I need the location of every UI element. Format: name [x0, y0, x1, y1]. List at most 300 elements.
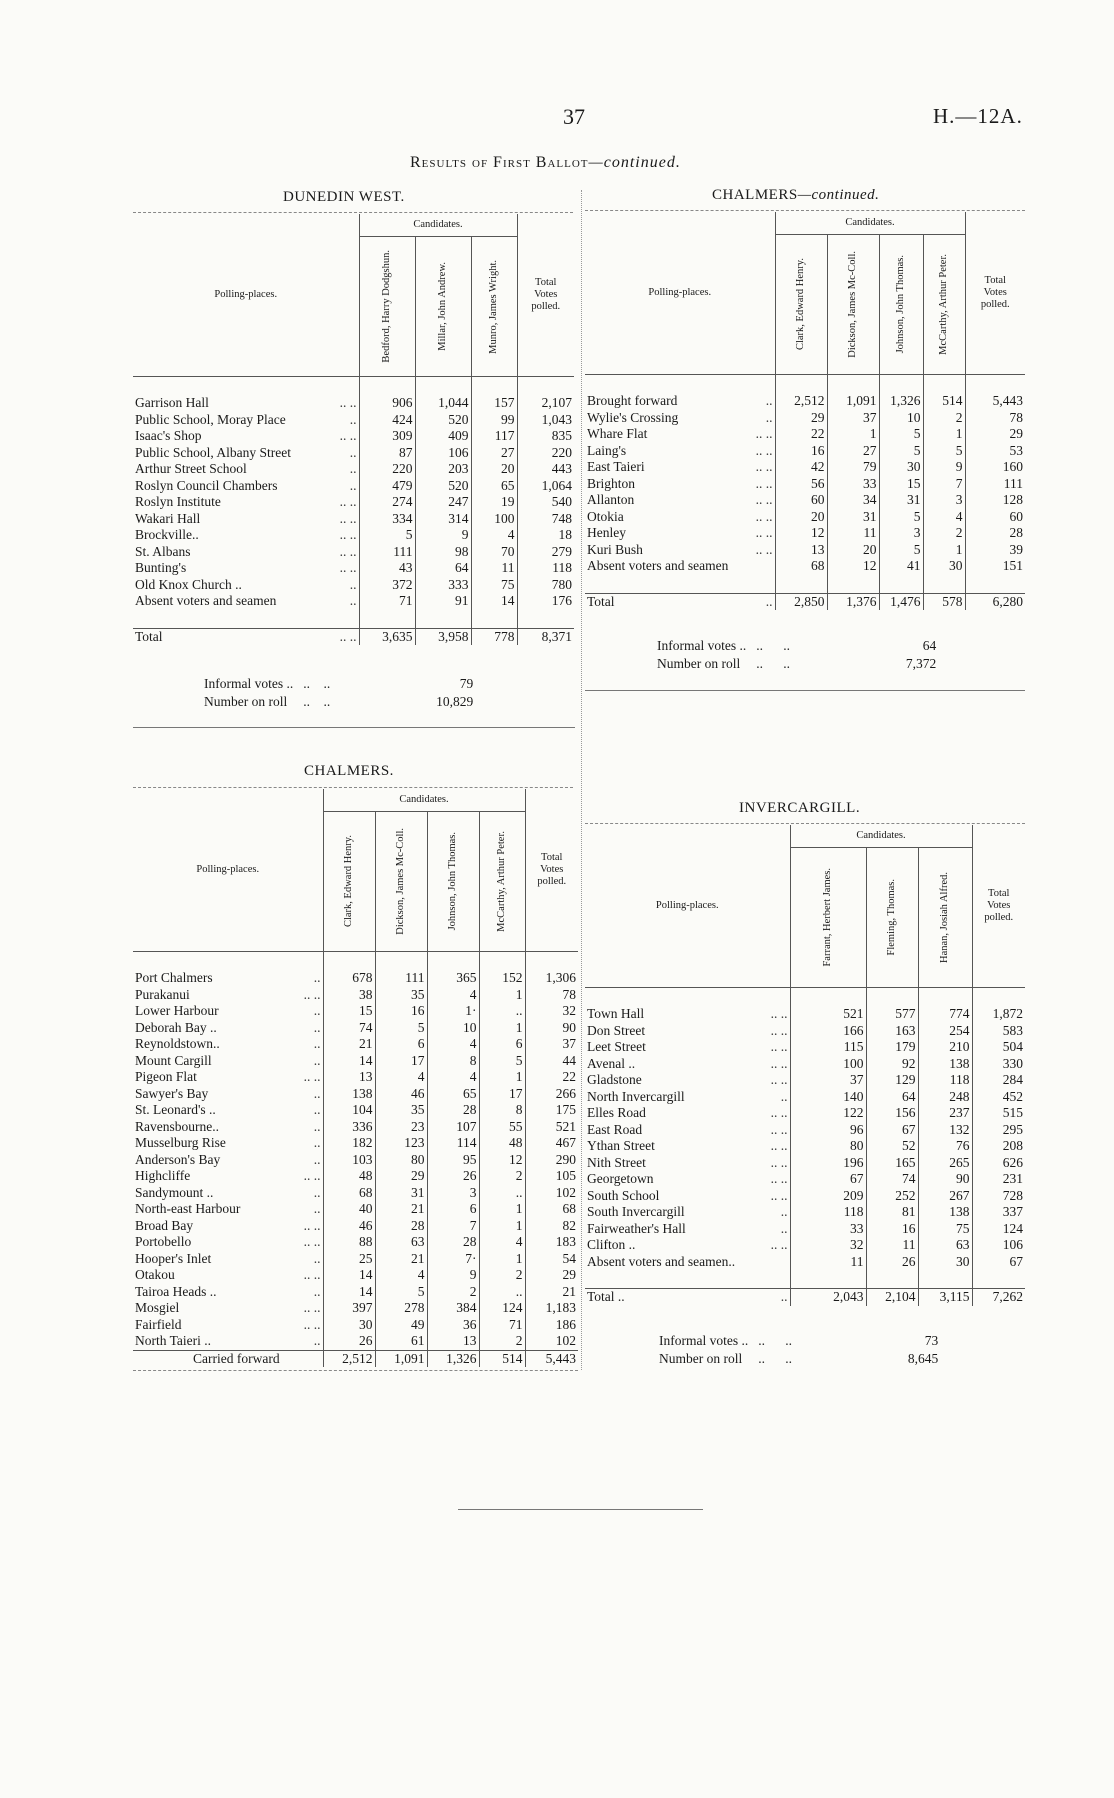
vote-count: 15: [323, 1003, 375, 1020]
total-votes: 6,280: [965, 593, 1025, 610]
spacer-cell: [471, 610, 517, 629]
candidate-header: Fleming, Thomas.: [886, 879, 897, 956]
polling-place-name: Nith Street: [587, 1154, 646, 1170]
vote-count: 31: [879, 492, 923, 509]
number-on-roll-value: 8,645: [907, 1351, 939, 1366]
polling-place: [585, 1221, 790, 1238]
vote-count: 252: [866, 1188, 918, 1205]
vote-count: 91: [415, 593, 471, 610]
table-row: [585, 1171, 1025, 1188]
vote-count: 123: [375, 1135, 427, 1152]
total-votes: 290: [525, 1152, 578, 1169]
vote-count: 274: [359, 494, 415, 511]
total-votes: 780: [517, 577, 574, 594]
carried-forward-row: [133, 1350, 578, 1367]
table-row: [133, 1218, 578, 1235]
vote-count: 778: [471, 628, 517, 645]
candidate-header: McCarthy, Arthur Peter.: [496, 831, 507, 932]
vote-count: 29: [775, 410, 827, 427]
table-row: [133, 1317, 578, 1334]
vote-count: 5: [375, 1284, 427, 1301]
polling-place-name: Sandymount ..: [135, 1184, 214, 1200]
vote-count: 115: [790, 1039, 866, 1056]
total-votes: 5,443: [525, 1350, 578, 1367]
polling-place: [133, 1300, 323, 1317]
polling-place-name: Total: [587, 593, 615, 609]
spacer-cell: [972, 1270, 1025, 1289]
polling-place-name: Town Hall: [587, 1006, 645, 1021]
polling-place: [133, 1333, 323, 1350]
table-row: [585, 525, 1025, 542]
polling-place: [133, 461, 359, 478]
total-votes-header: [517, 214, 574, 377]
candidate-header: Clark, Edward Henry.: [795, 258, 806, 351]
vote-count: 2,512: [323, 1350, 375, 1367]
vote-count: 124: [479, 1300, 525, 1317]
leader-dots: ..: [313, 1036, 321, 1051]
polling-place-name: Pigeon Flat: [135, 1069, 197, 1084]
vote-count: 1,326: [427, 1350, 479, 1367]
vote-count: 2,850: [775, 593, 827, 610]
total-votes-header-line: Total: [541, 852, 563, 863]
vote-count: 254: [918, 1023, 972, 1040]
spacer-cell: [775, 575, 827, 594]
total-votes: 90: [525, 1020, 578, 1037]
total-votes: 118: [517, 560, 574, 577]
table-row: [585, 1072, 1025, 1089]
vote-count: 80: [375, 1152, 427, 1169]
polling-place-name: Georgetown: [587, 1171, 654, 1186]
leader-dots: .. ..: [755, 442, 773, 458]
table-row: [133, 1119, 578, 1136]
leader-dots: ..: [780, 1289, 788, 1304]
vote-count: 8: [479, 1102, 525, 1119]
vote-count: 20: [471, 461, 517, 478]
total-votes-header: [525, 789, 578, 952]
vote-count: 521: [790, 1006, 866, 1023]
vote-count: 100: [790, 1056, 866, 1073]
vote-count: 138: [918, 1056, 972, 1073]
vote-count: 140: [790, 1089, 866, 1106]
leader-dots: ..: [780, 1220, 788, 1236]
vote-count: 774: [918, 1006, 972, 1023]
table-row: [133, 1152, 578, 1169]
total-votes: 8,371: [517, 628, 574, 645]
polling-place: [133, 1135, 323, 1152]
total-votes: 521: [525, 1119, 578, 1136]
polling-place: [133, 1003, 323, 1020]
vote-count: 2: [923, 525, 965, 542]
vote-count: 1,091: [827, 393, 879, 410]
vote-count: 70: [471, 544, 517, 561]
polling-place-name: South Invercargill: [587, 1204, 685, 1219]
vote-count: 33: [827, 476, 879, 493]
vote-count: 88: [323, 1234, 375, 1251]
vote-count: 98: [415, 544, 471, 561]
vote-count: 14: [471, 593, 517, 610]
polling-place: [133, 593, 359, 610]
table-row: [133, 577, 574, 594]
total-votes: 5,443: [965, 393, 1025, 410]
polling-place-name: Elles Road: [587, 1105, 646, 1120]
vote-count: 2: [479, 1267, 525, 1284]
vote-count: 8: [427, 1053, 479, 1070]
polling-place-name: Port Chalmers: [135, 970, 213, 985]
vote-count: 1·: [427, 1003, 479, 1020]
informal-votes-value: 79: [459, 676, 474, 691]
vote-count: 5: [479, 1053, 525, 1070]
total-votes-header: [965, 212, 1025, 375]
table-row: [585, 1105, 1025, 1122]
total-row-label: [585, 593, 775, 610]
total-votes: 266: [525, 1086, 578, 1103]
polling-place-name: North Taieri ..: [135, 1333, 212, 1348]
vote-count: 107: [427, 1119, 479, 1136]
vote-count: 35: [375, 1102, 427, 1119]
document-reference: H.—12A.: [933, 104, 1023, 128]
leader-dots: .. ..: [339, 560, 357, 575]
total-votes: 78: [525, 987, 578, 1004]
vote-count: 247: [415, 494, 471, 511]
spacer-cell: [879, 575, 923, 594]
vote-count: 1,476: [879, 593, 923, 610]
vote-count: 520: [415, 478, 471, 495]
chalmers-title: CHALMERS.: [304, 763, 394, 779]
total-votes: 53: [965, 443, 1025, 460]
polling-place-name: Clifton ..: [587, 1237, 636, 1252]
vote-count: 7: [923, 476, 965, 493]
total-votes: 29: [965, 426, 1025, 443]
dunedin-west-title: DUNEDIN WEST.: [283, 189, 405, 205]
vote-count: 1,091: [375, 1350, 427, 1367]
vote-count: 61: [375, 1333, 427, 1350]
vote-count: 90: [918, 1171, 972, 1188]
polling-place: [585, 1122, 790, 1139]
vote-count: 11: [471, 560, 517, 577]
table-row: [585, 426, 1025, 443]
polling-place-name: Sawyer's Bay: [135, 1085, 209, 1101]
vote-count: 6: [375, 1036, 427, 1053]
vote-count: 111: [375, 970, 427, 987]
vote-count: 267: [918, 1188, 972, 1205]
spacer-cell: [359, 610, 415, 629]
vote-count: 14: [323, 1284, 375, 1301]
table-row: [133, 412, 574, 429]
vote-count: 1: [479, 1218, 525, 1235]
polling-place-name: Whare Flat: [587, 426, 648, 441]
total-votes: 1,872: [972, 1006, 1025, 1023]
total-votes: 68: [525, 1201, 578, 1218]
total-votes-header-line: Votes: [540, 864, 564, 875]
polling-place: [585, 1237, 790, 1254]
spacer-cell: [133, 610, 359, 629]
vote-count: 196: [790, 1155, 866, 1172]
vote-count: 7: [427, 1218, 479, 1235]
vote-count: 100: [471, 511, 517, 528]
leader-dots: ..: [349, 411, 357, 427]
table-row: [133, 1201, 578, 1218]
polling-place-name: Portobello: [135, 1234, 192, 1249]
polling-place: [133, 527, 359, 544]
polling-place: [133, 1119, 323, 1136]
total-votes: 583: [972, 1023, 1025, 1040]
leader-dots: .. ..: [770, 1138, 788, 1153]
vote-count: 6: [427, 1201, 479, 1218]
polling-place-name: Isaac's Shop: [135, 428, 202, 443]
total-votes: 67: [972, 1254, 1025, 1271]
divider: [133, 727, 575, 728]
vote-count: 3,635: [359, 628, 415, 645]
spacer-cell: [866, 1270, 918, 1289]
vote-count: 166: [790, 1023, 866, 1040]
spacer-row: [585, 1270, 1025, 1289]
vote-count: 65: [427, 1086, 479, 1103]
leader-dots: ..: [349, 461, 357, 476]
total-votes: 60: [965, 509, 1025, 526]
candidates-header: Candidates.: [775, 212, 965, 235]
polling-place: [133, 1267, 323, 1284]
table-row: [133, 1267, 578, 1284]
informal-votes-label: Informal votes ..: [204, 676, 294, 691]
total-votes: 105: [525, 1168, 578, 1185]
vote-count: 23: [375, 1119, 427, 1136]
vote-count: 75: [918, 1221, 972, 1238]
spacer-cell: [965, 575, 1025, 594]
polling-place: [585, 1188, 790, 1205]
leader-dots: ..: [313, 1201, 321, 1216]
vote-count: 52: [866, 1138, 918, 1155]
chalmers-continued-table: [585, 212, 1025, 610]
candidate-header: Clark, Edward Henry.: [343, 835, 354, 928]
polling-place-name: Ythan Street: [587, 1138, 655, 1153]
leader-dots: .. ..: [770, 1022, 788, 1038]
vote-count: 1: [479, 1020, 525, 1037]
polling-place-name: Otakou: [135, 1267, 175, 1282]
vote-count: 309: [359, 428, 415, 445]
leader-dots: .. ..: [755, 525, 773, 540]
total-votes: 208: [972, 1138, 1025, 1155]
vote-count: 10: [879, 410, 923, 427]
table-row: [133, 494, 574, 511]
total-votes: 1,043: [517, 412, 574, 429]
vote-count: 3: [879, 525, 923, 542]
table-row: [585, 443, 1025, 460]
table-row: [133, 1251, 578, 1268]
vote-count: 48: [479, 1135, 525, 1152]
vote-count: 11: [866, 1237, 918, 1254]
vote-count: 14: [323, 1053, 375, 1070]
table-row: [585, 1006, 1025, 1023]
polling-place-name: Highcliffe: [135, 1168, 191, 1183]
leader-dots: ..: [313, 1250, 321, 1266]
divider: [458, 1509, 703, 1510]
leader-dots: .. ..: [755, 459, 773, 474]
polling-place-name: Absent voters and seamen..: [587, 1253, 736, 1269]
vote-count: 96: [790, 1122, 866, 1139]
vote-count: 30: [918, 1254, 972, 1271]
polling-place-name: Brought forward: [587, 393, 678, 408]
vote-count: 80: [790, 1138, 866, 1155]
polling-place: [585, 1204, 790, 1221]
table-row: [585, 1221, 1025, 1238]
polling-place: [585, 1039, 790, 1056]
vote-count: 1: [923, 426, 965, 443]
table-row: [585, 1023, 1025, 1040]
table-row: [133, 1020, 578, 1037]
candidate-header: Johnson, John Thomas.: [895, 255, 906, 354]
polling-place: [133, 1168, 323, 1185]
vote-count: 34: [827, 492, 879, 509]
vote-count: 157: [471, 395, 517, 412]
polling-place: [585, 1105, 790, 1122]
candidate-header: Hanan, Josiah Alfred.: [939, 872, 950, 963]
vote-count: 336: [323, 1119, 375, 1136]
table-row: [585, 509, 1025, 526]
leader-dots: .. ..: [339, 510, 357, 526]
vote-count: 5: [879, 542, 923, 559]
polling-place: [133, 1185, 323, 1202]
leader-dots: .. ..: [339, 494, 357, 509]
leader-dots: ..: [765, 593, 773, 609]
table-row: [133, 511, 574, 528]
polling-place-name: Purakanui: [135, 986, 190, 1002]
vote-count: 36: [427, 1317, 479, 1334]
vote-count: 333: [415, 577, 471, 594]
polling-place: [585, 492, 775, 509]
vote-count: 129: [866, 1072, 918, 1089]
vote-count: 87: [359, 445, 415, 462]
total-votes: 748: [517, 511, 574, 528]
total-votes-header-line: polled.: [531, 301, 561, 312]
polling-place-name: Deborah Bay ..: [135, 1019, 217, 1035]
total-votes-header-line: polled.: [980, 299, 1010, 310]
vote-count: 2: [427, 1284, 479, 1301]
table-row: [585, 1237, 1025, 1254]
vote-count: 248: [918, 1089, 972, 1106]
polling-place-name: Musselburg Rise: [135, 1135, 226, 1150]
leader-dots: .. ..: [770, 1039, 788, 1054]
vote-count: 104: [323, 1102, 375, 1119]
vote-count: 4: [479, 1234, 525, 1251]
polling-place: [133, 970, 323, 987]
table-row: [133, 1185, 578, 1202]
vote-count: 30: [323, 1317, 375, 1334]
vote-count: 5: [879, 426, 923, 443]
polling-place: [133, 494, 359, 511]
vote-count: 76: [918, 1138, 972, 1155]
table-row: [133, 544, 574, 561]
vote-count: 514: [923, 393, 965, 410]
vote-count: 138: [323, 1086, 375, 1103]
vote-count: 55: [479, 1119, 525, 1136]
polling-place: [133, 577, 359, 594]
vote-count: 4: [923, 509, 965, 526]
leader-dots: .. ..: [770, 1105, 788, 1120]
vote-count: 49: [375, 1317, 427, 1334]
leader-dots: .. ..: [755, 492, 773, 507]
vote-count: 63: [375, 1234, 427, 1251]
table-row: [133, 1135, 578, 1152]
total-votes: 54: [525, 1251, 578, 1268]
vote-count: 37: [827, 410, 879, 427]
total-votes: 295: [972, 1122, 1025, 1139]
polling-place: [133, 1152, 323, 1169]
vote-count: 118: [790, 1204, 866, 1221]
vote-count: 122: [790, 1105, 866, 1122]
chalmers-footer: Informal votes .. .. .. 64 Number on roll .. .. 7,372: [651, 636, 942, 674]
leader-dots: ..: [313, 1151, 321, 1167]
vote-count: 678: [323, 970, 375, 987]
total-votes: 540: [517, 494, 574, 511]
polling-place-name: Avenal ..: [587, 1055, 636, 1071]
polling-place-name: Garrison Hall: [135, 395, 209, 410]
vote-count: ..: [479, 1003, 525, 1020]
total-votes: 504: [972, 1039, 1025, 1056]
polling-place-name: Absent voters and seamen: [587, 558, 729, 573]
vote-count: 209: [790, 1188, 866, 1205]
vote-count: 1: [479, 1201, 525, 1218]
polling-place-name: Roslyn Institute: [135, 494, 221, 509]
total-votes-header-line: Total: [988, 888, 1010, 899]
total-votes: 106: [972, 1237, 1025, 1254]
polling-place: [133, 1102, 323, 1119]
vote-count: 265: [918, 1155, 972, 1172]
leader-dots: ..: [349, 593, 357, 608]
vote-count: 114: [427, 1135, 479, 1152]
vote-count: 27: [827, 443, 879, 460]
table-row: [133, 560, 574, 577]
total-row: [133, 628, 574, 645]
vote-count: 13: [427, 1333, 479, 1350]
leader-dots: ..: [349, 477, 357, 493]
leader-dots: ..: [313, 1003, 321, 1018]
vote-count: 60: [775, 492, 827, 509]
polling-place: [133, 1251, 323, 1268]
spacer-cell: [923, 575, 965, 594]
vote-count: 42: [775, 459, 827, 476]
leader-dots: .. ..: [755, 426, 773, 441]
vote-count: 7·: [427, 1251, 479, 1268]
number-on-roll-value: 7,372: [905, 656, 937, 671]
leader-dots: ..: [313, 970, 321, 985]
leader-dots: .. ..: [770, 1072, 788, 1087]
vote-count: 35: [375, 987, 427, 1004]
vote-count: 68: [323, 1185, 375, 1202]
vote-count: 31: [375, 1185, 427, 1202]
invercargill-footer: Informal votes .. .. .. 73 Number on roll .. .. 8,645: [653, 1331, 944, 1369]
vote-count: 3: [923, 492, 965, 509]
leader-dots: .. ..: [303, 1316, 321, 1332]
vote-count: 67: [790, 1171, 866, 1188]
table-row: [133, 1284, 578, 1301]
leader-dots: ..: [780, 1204, 788, 1219]
total-votes: 835: [517, 428, 574, 445]
table-row: [133, 395, 574, 412]
polling-place-name: Kuri Bush: [587, 541, 643, 557]
vote-count: 9: [415, 527, 471, 544]
vote-count: 103: [323, 1152, 375, 1169]
leader-dots: .. ..: [770, 1237, 788, 1252]
table-row: [133, 461, 574, 478]
polling-place-name: Don Street: [587, 1022, 646, 1038]
candidate-header: Millar, John Andrew.: [437, 262, 448, 351]
vote-count: 20: [775, 509, 827, 526]
vote-count: 138: [918, 1204, 972, 1221]
polling-place-name: Roslyn Council Chambers: [135, 477, 278, 493]
leader-dots: .. ..: [770, 1187, 788, 1203]
table-row: [133, 1168, 578, 1185]
table-row: [585, 1188, 1025, 1205]
